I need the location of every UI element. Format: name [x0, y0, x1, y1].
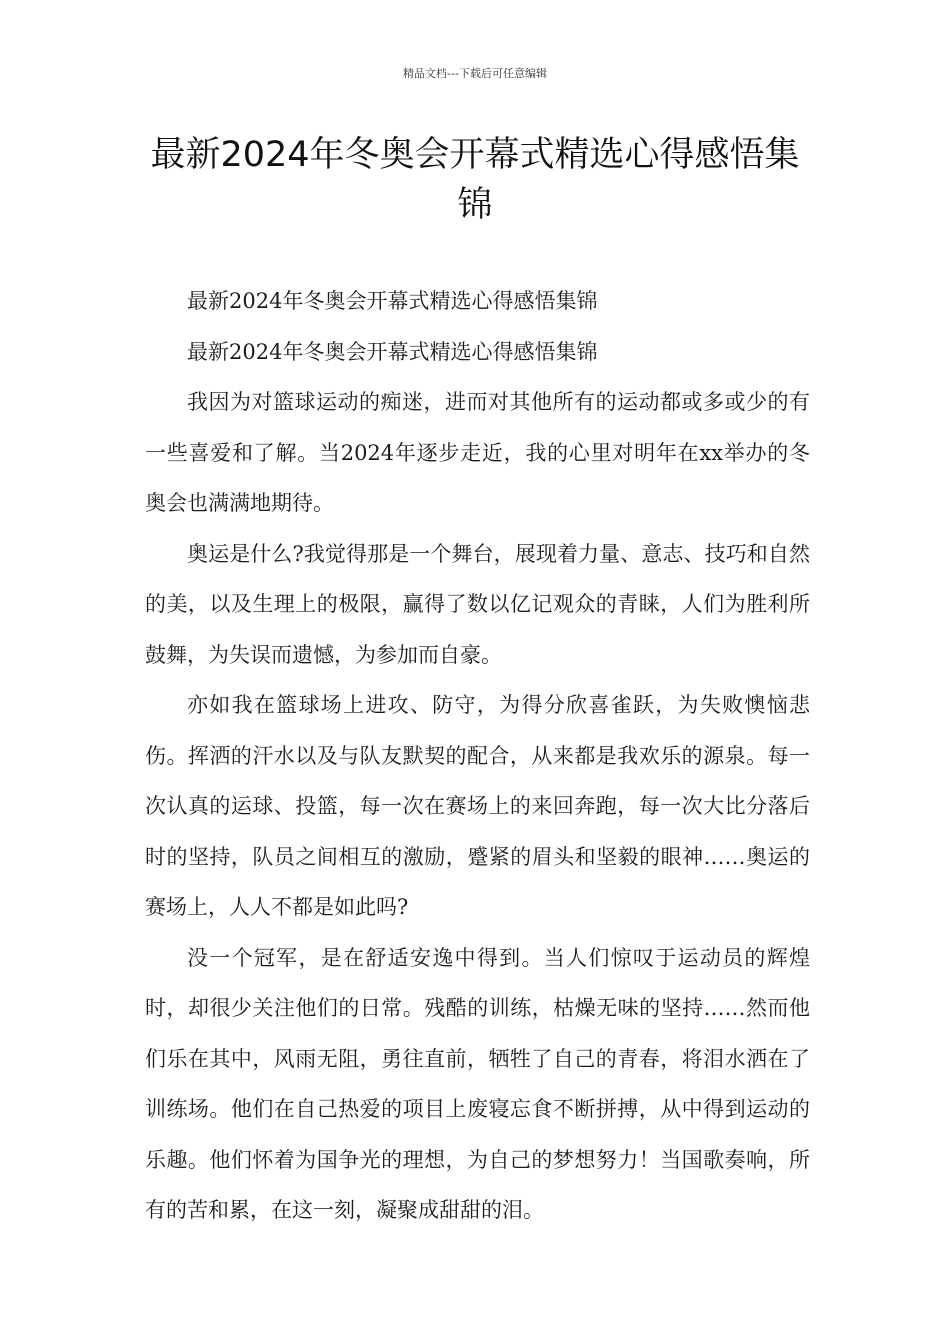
- header-note: 精品文档---下载后可任意编辑: [403, 67, 547, 80]
- paragraph: 亦如我在篮球场上进攻、防守，为得分欣喜雀跃，为失败懊恼悲伤。挥洒的汗水以及与队友默契的配合，从来都是我欢乐的源泉。每一次认真的运球、投篮，每一次在赛场上的来回奔跑，每一次大比分落后时的坚持，队员之间相互的激励，蹙紧的眉头和坚毅的眼神……奥运的赛场上，人人不都是如此吗?: [145, 693, 810, 919]
- document-body: [145, 276, 810, 1236]
- document-title: 最新2024年冬奥会开幕式精选心得感悟集锦: [150, 135, 800, 225]
- paragraph: 最新2024年冬奥会开幕式精选心得感悟集锦: [187, 339, 598, 364]
- paragraph: 最新2024年冬奥会开幕式精选心得感悟集锦: [187, 289, 598, 313]
- paragraph: 奥运是什么?我觉得那是一个舞台，展现着力量、意志、技巧和自然的美，以及生理上的极限，赢得了数以亿记观众的青睐，人们为胜利所鼓舞，为失误而遗憾，为参加而自豪。: [145, 541, 810, 667]
- paragraph: 没一个冠军，是在舒适安逸中得到。当人们惊叹于运动员的辉煌时，却很少关注他们的日常。残酷的训练，枯燥无味的坚持……然而他们乐在其中，风雨无阻，勇往直前，牺牲了自己的青春，将泪水洒在了训练场。他们在自己热爱的项目上废寝忘食不断拼搏，从中得到运动的乐趣。他们怀着为国争光的理想，为自己的梦想努力！当国歌奏响，所有的苦和累，在这一刻，凝聚成甜甜的泪。: [145, 945, 810, 1222]
- paragraph: 我因为对篮球运动的痴迷，进而对其他所有的运动都或多或少的有一些喜爱和了解。当2024年逐步走近，我的心里对明年在xx举办的冬奥会也满满地期待。: [145, 390, 810, 515]
